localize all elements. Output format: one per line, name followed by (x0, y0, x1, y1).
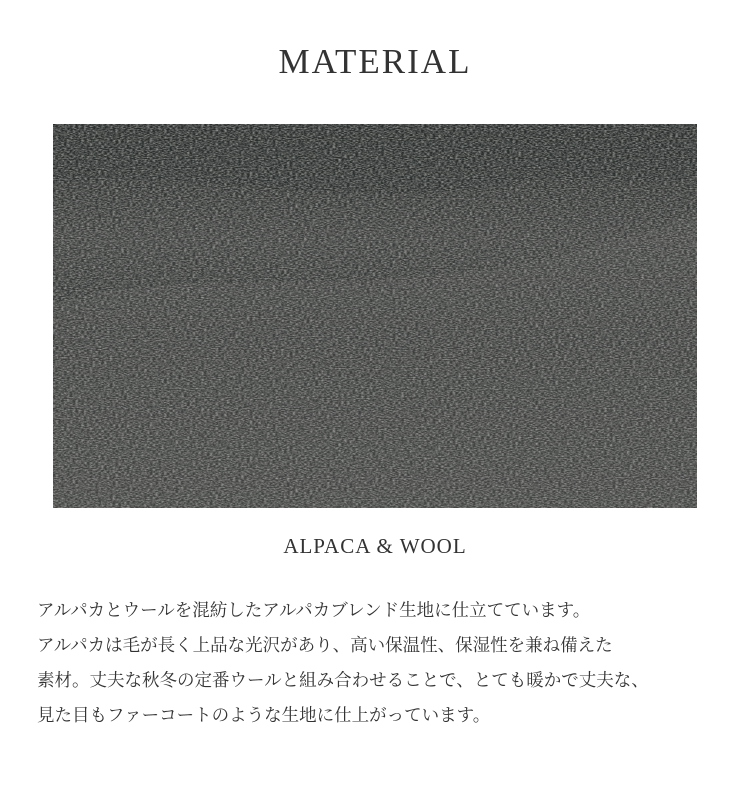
section-title: MATERIAL (278, 42, 472, 81)
description-line: アルパカとウールを混紡したアルパカブレンド生地に仕立てています。 (37, 601, 591, 621)
material-description (37, 594, 727, 734)
material-name: ALPACA & WOOL (283, 534, 467, 558)
description-line: 見た目もファーコートのような生地に仕上がっています。 (37, 706, 491, 726)
fabric-photo (53, 124, 697, 508)
description-line: 素材。丈夫な秋冬の定番ウールと組み合わせることで、とても暖かで丈夫な、 (37, 671, 649, 691)
description-line: アルパカは毛が長く上品な光沢があり、高い保温性、保湿性を兼ね備えた (37, 636, 613, 656)
